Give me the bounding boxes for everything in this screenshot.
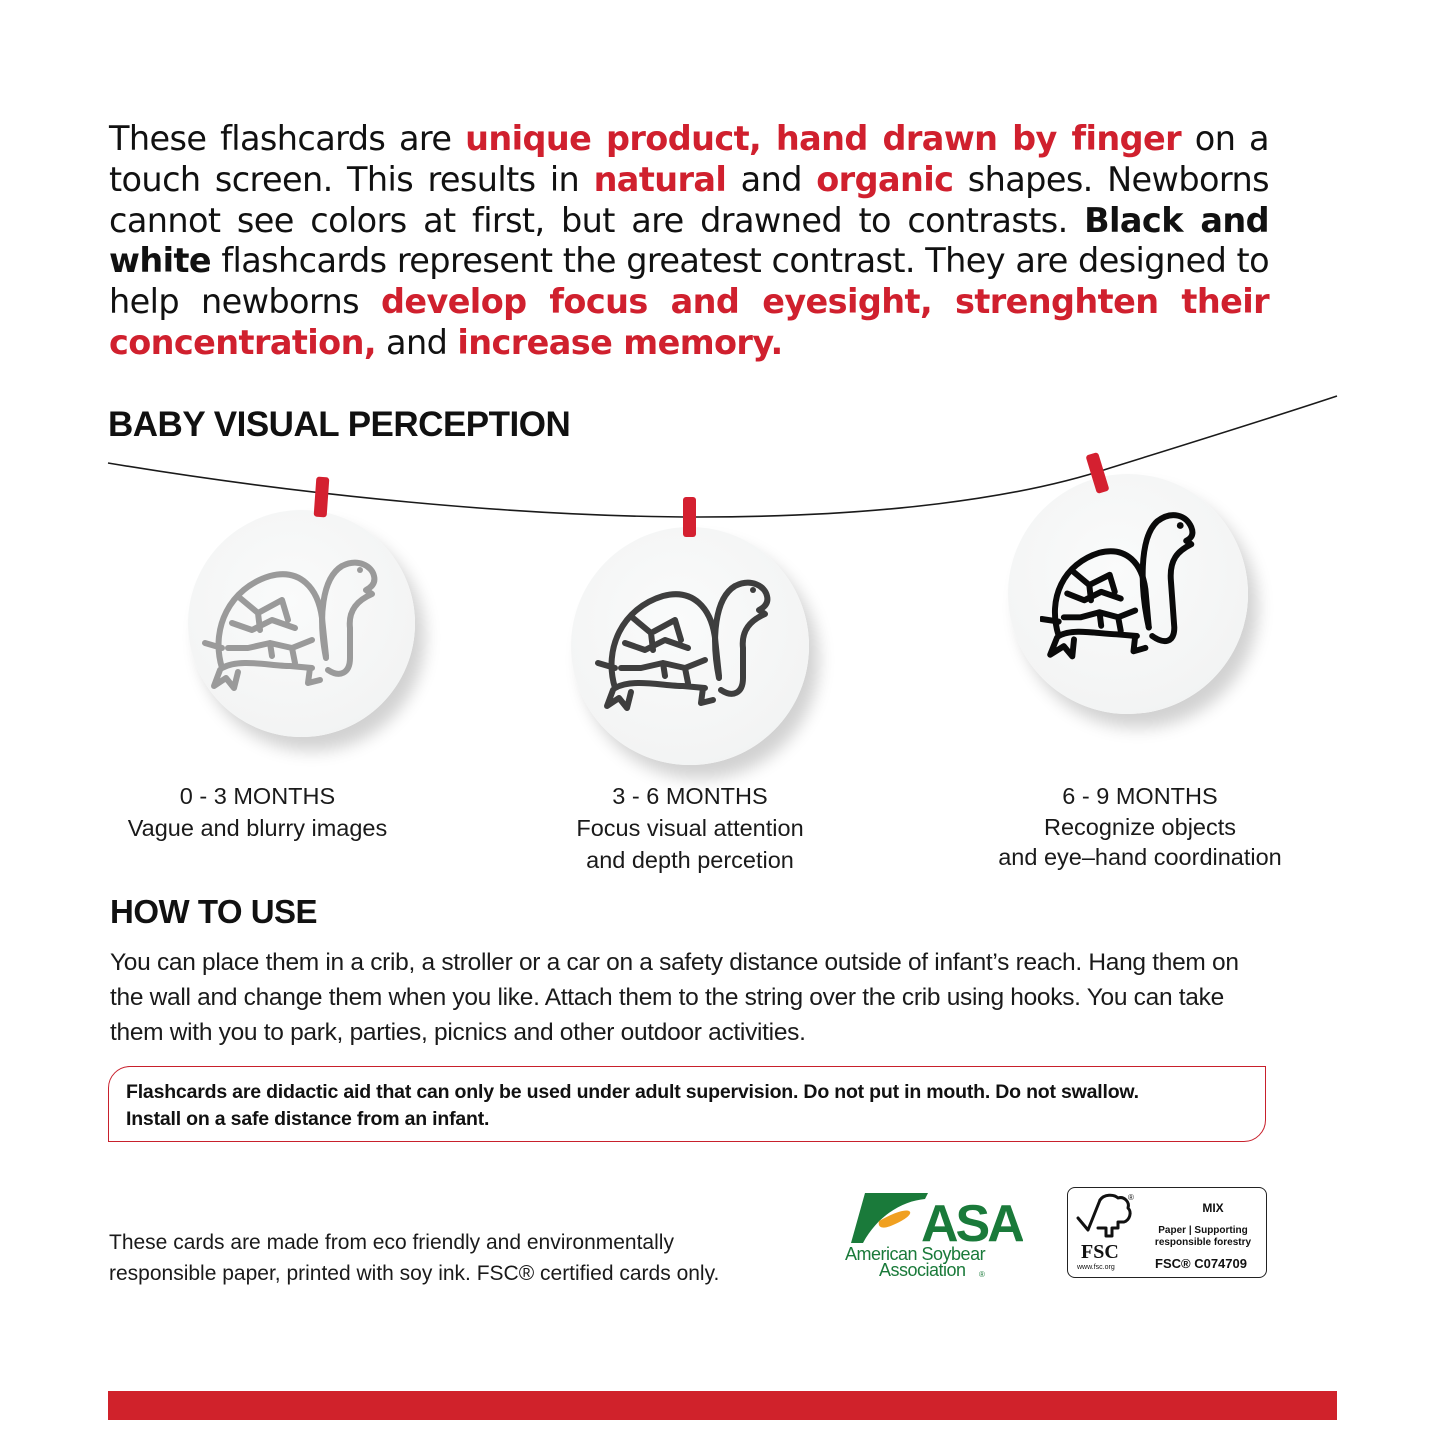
stage-age: 0 - 3 MONTHS bbox=[179, 783, 336, 809]
svg-text:American Soybear: American Soybear bbox=[845, 1244, 986, 1264]
intro-text: These flashcards are bbox=[109, 119, 466, 158]
stage-description: Vague and blurry images bbox=[127, 815, 388, 841]
warning-line: Flashcards are didactic aid that can only be used under adult supervision. Do not put in mouth. Do not swallow. bbox=[126, 1081, 1139, 1103]
stage-6-9-months bbox=[960, 780, 1320, 872]
asa-logo bbox=[843, 1185, 1023, 1285]
highlight-unique-product: unique product, hand drawn by finger bbox=[465, 119, 1182, 158]
intro-text: and bbox=[726, 159, 817, 199]
stage-3-6-months bbox=[530, 780, 850, 876]
stage-description: and eye–hand coordination bbox=[998, 844, 1282, 870]
svg-text:Association: Association bbox=[879, 1260, 966, 1280]
stage-description: Recognize objects bbox=[1043, 814, 1237, 840]
svg-text:responsible forestry: responsible forestry bbox=[1154, 1237, 1252, 1248]
highlight-develop-focus: develop focus and eyesight, strenghten their concentration, bbox=[109, 282, 1269, 362]
svg-text:®: ® bbox=[1128, 1193, 1134, 1202]
bold-black-and-white: Black and white bbox=[109, 200, 1269, 281]
svg-text:Paper | Supporting: Paper | Supporting bbox=[1158, 1225, 1248, 1236]
svg-text:®: ® bbox=[979, 1270, 985, 1279]
fsc-tree-checkmark-icon bbox=[1068, 1188, 1265, 1276]
eco-statement bbox=[109, 1227, 809, 1289]
safety-warning-box bbox=[108, 1066, 1266, 1142]
stage-age: 6 - 9 MONTHS bbox=[1062, 783, 1218, 809]
highlight-organic: organic bbox=[816, 159, 954, 199]
highlight-natural: natural bbox=[593, 159, 727, 199]
section-title-perception: BABY VISUAL PERCEPTION bbox=[108, 405, 571, 444]
eco-line: responsible paper, printed with soy ink. FSC® certified cards only. bbox=[109, 1262, 720, 1285]
svg-text:FSC® C074709: FSC® C074709 bbox=[1155, 1256, 1247, 1271]
section-title-how-to-use: HOW TO USE bbox=[110, 893, 318, 930]
stage-description: and depth percetion bbox=[586, 847, 794, 873]
svg-text:ASA: ASA bbox=[921, 1195, 1022, 1253]
eco-line: These cards are made from eco friendly and environmentally bbox=[109, 1231, 674, 1254]
svg-text:FSC: FSC bbox=[1081, 1241, 1119, 1263]
svg-text:MIX: MIX bbox=[1202, 1201, 1224, 1215]
how-to-use-body: You can place them in a crib, a stroller or a car on a safety distance outside of infant’s reach. Hang them on the wall and change them when you like. Attach them to the string over the crib using hooks. You can take them with you to park, parties, picnics and other outdoor activities. bbox=[110, 949, 1239, 1046]
svg-text:www.fsc.org: www.fsc.org bbox=[1077, 1264, 1115, 1271]
intro-text: and bbox=[375, 322, 458, 362]
footer-red-bar bbox=[108, 1391, 1337, 1420]
clothespin-peg bbox=[314, 477, 330, 518]
turtle-icon bbox=[593, 568, 793, 718]
fsc-certification-logo bbox=[1067, 1187, 1267, 1278]
intro-text: on a touch screen. This results in bbox=[109, 119, 1269, 199]
soybean-leaf-icon bbox=[843, 1185, 1023, 1285]
warning-line: Install on a safe distance from an infant. bbox=[126, 1108, 490, 1130]
intro-text: shapes. Newborns cannot see colors at first, but are drawned to contrasts. bbox=[109, 159, 1269, 240]
clothespin-peg bbox=[683, 497, 696, 537]
turtle-icon bbox=[1040, 500, 1210, 670]
highlight-increase-memory: increase memory. bbox=[457, 322, 783, 362]
turtle-icon bbox=[200, 548, 400, 698]
stage-description: Focus visual attention bbox=[576, 815, 804, 841]
stage-0-3-months bbox=[100, 780, 415, 844]
stage-age: 3 - 6 MONTHS bbox=[612, 783, 768, 809]
intro-text: flashcards represent the greatest contrast. They are designed to help newborns bbox=[109, 241, 1269, 322]
